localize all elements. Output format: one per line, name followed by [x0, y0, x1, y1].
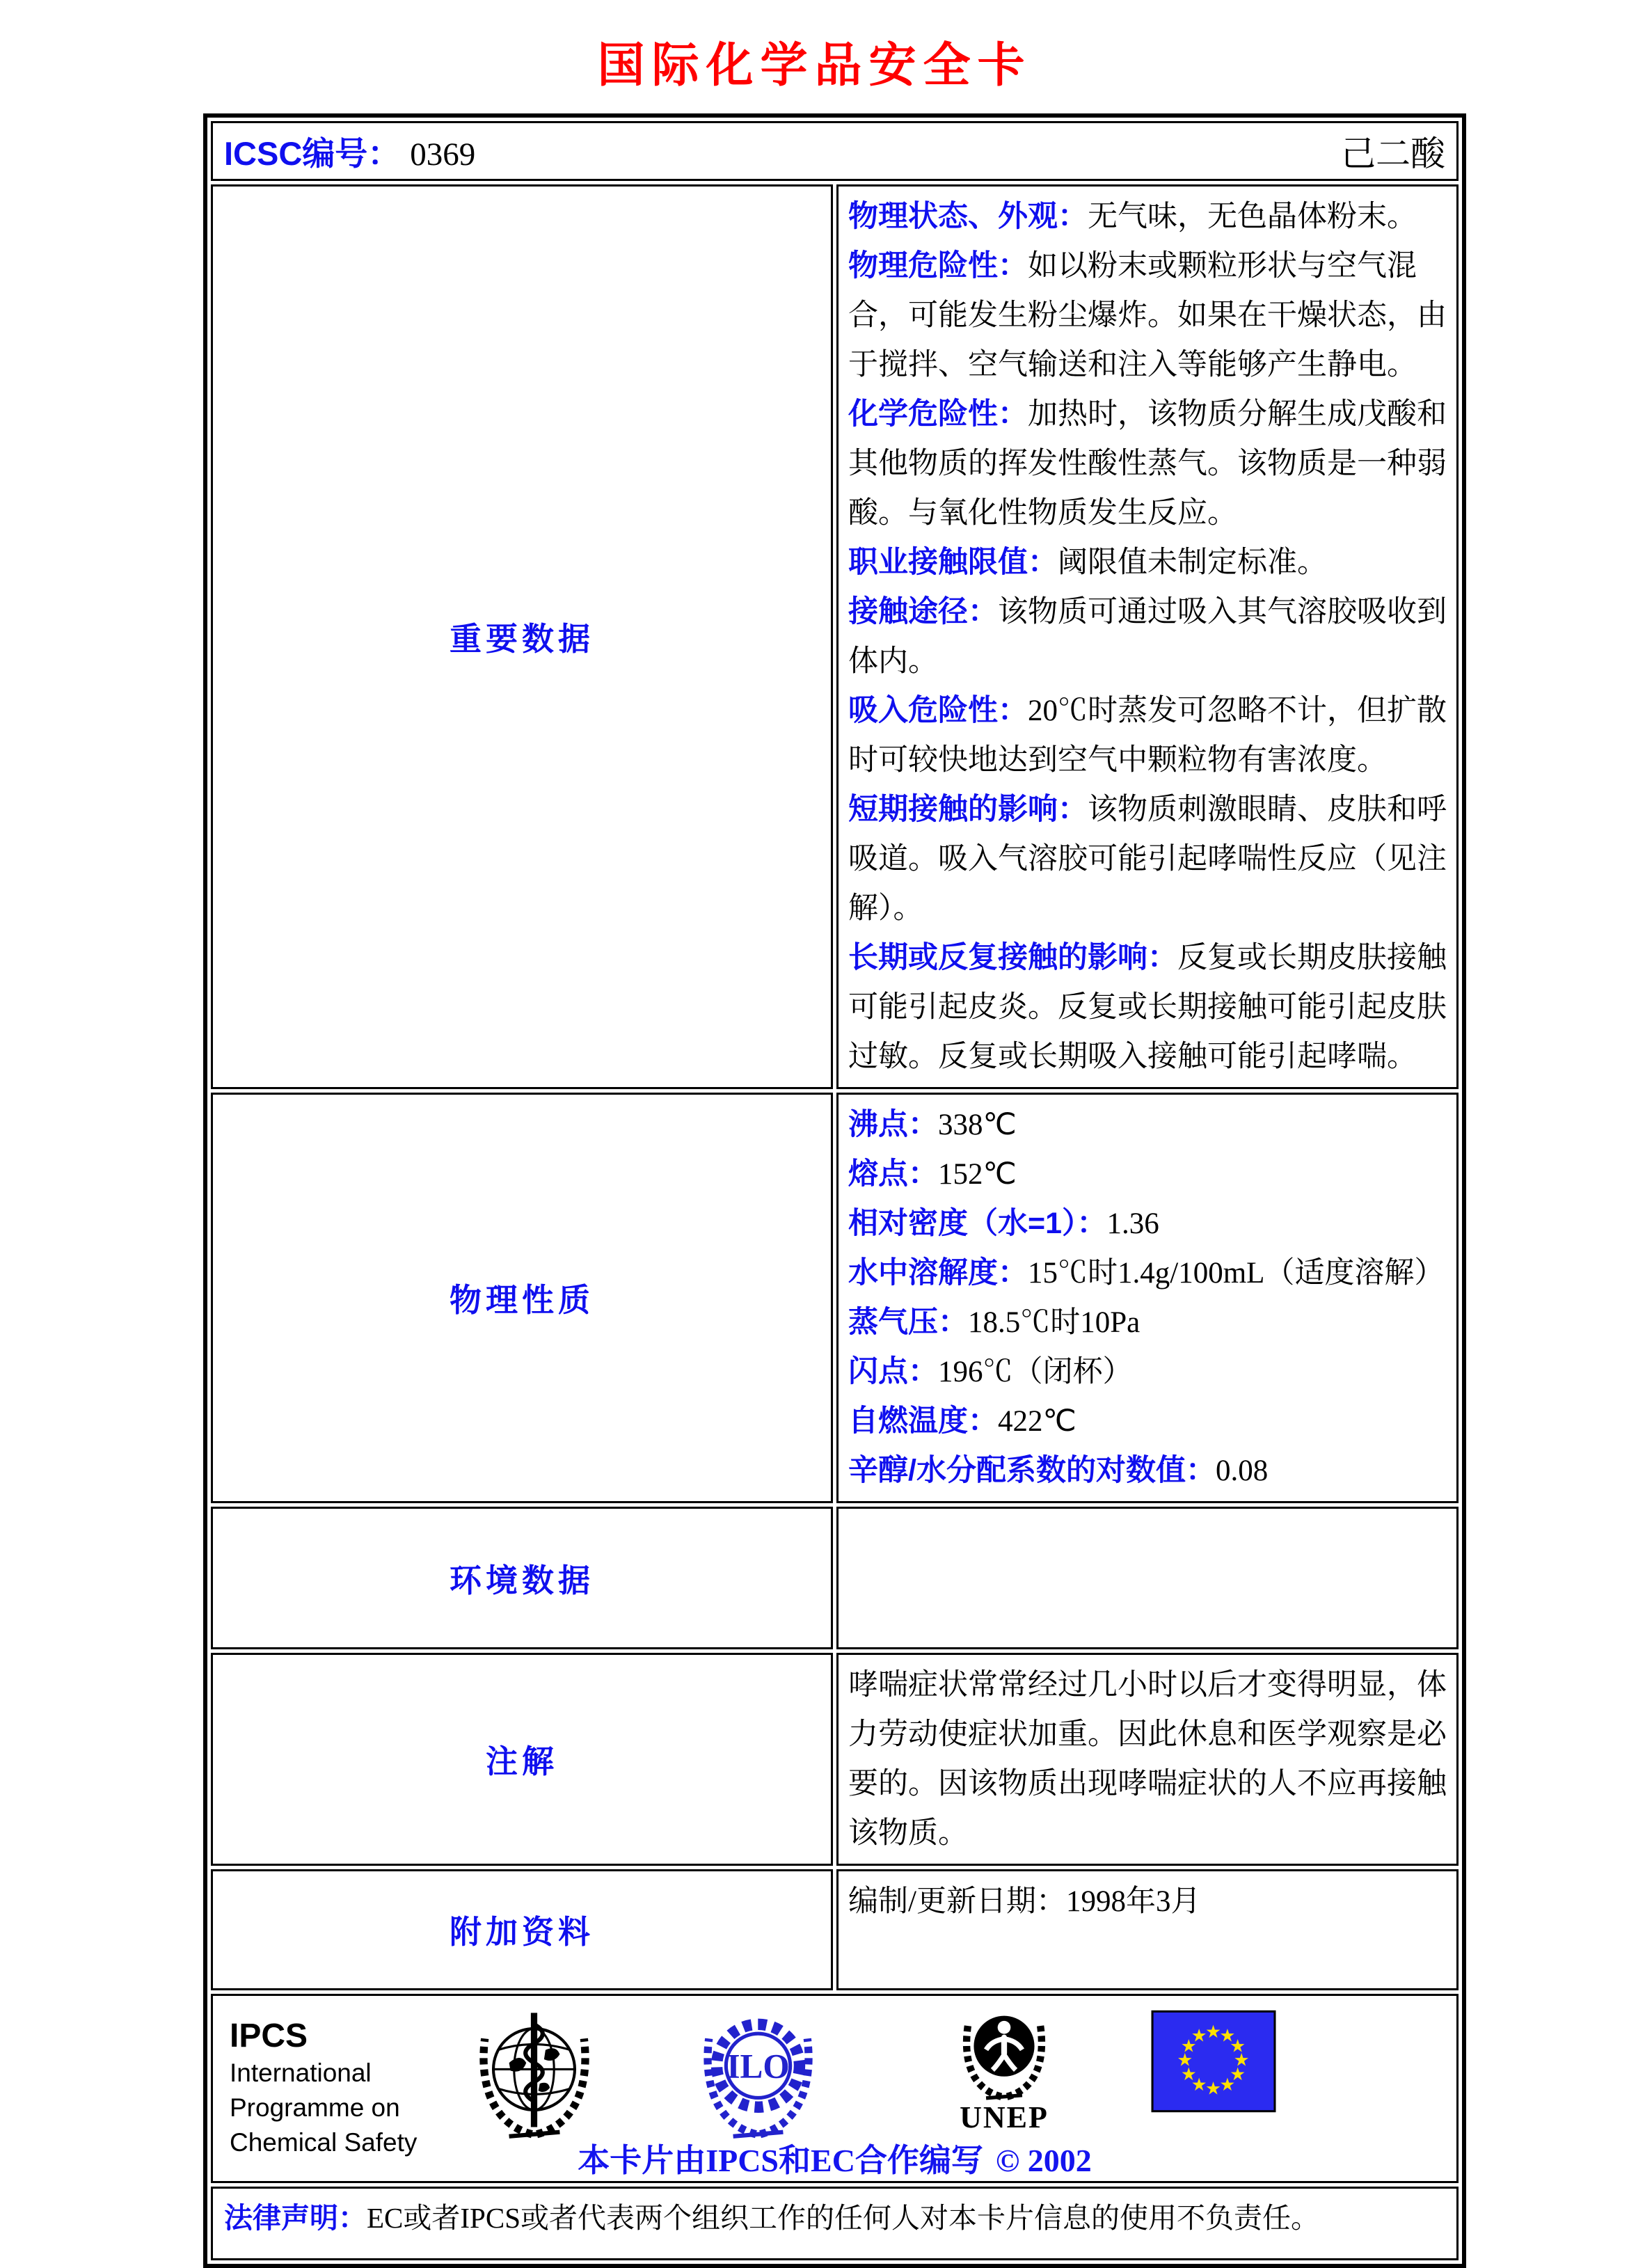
physical-properties-content [836, 1093, 1459, 1503]
unep-logo-icon [952, 2003, 1056, 2100]
important-data-content [836, 184, 1459, 1089]
item-value: 无气味，无色晶体粉末。 [1088, 200, 1417, 233]
item-value: 20℃时蒸发可忽略不计，但扩散时可较快地达到空气中颗粒物有害浓度。 [848, 695, 1447, 777]
footer-copyright: © 2002 [995, 2143, 1092, 2178]
kv-item [848, 192, 1447, 241]
item-value: 15℃时1.4g/100mL（适度溶解） [1028, 1257, 1445, 1290]
item-key: 自燃温度： [848, 1404, 998, 1438]
notes-row [211, 1653, 1459, 1866]
kv-item [848, 587, 1447, 686]
logos-row [211, 1994, 1459, 2183]
kv-item [848, 1100, 1447, 1150]
kv-item [848, 1199, 1447, 1248]
item-value: 该物质可通过吸入其气溶胶吸收到体内。 [848, 596, 1447, 678]
physical-properties-label: 物理性质 [211, 1093, 833, 1503]
additional-info-content: 编制/更新日期：1998年3月 [836, 1869, 1459, 1990]
item-key: 相对密度（水=1）： [848, 1207, 1107, 1240]
kv-item [848, 241, 1447, 390]
icsc-number-cell [211, 121, 1459, 181]
item-key: 沸点： [848, 1108, 938, 1141]
item-value: 152℃ [938, 1158, 1017, 1191]
chemical-name: 己二酸 [1341, 134, 1445, 173]
eu-star: ★ [1219, 2073, 1236, 2095]
icsc-number-group [224, 128, 475, 175]
eu-star: ★ [1191, 2024, 1207, 2046]
kv-item [848, 1347, 1447, 1397]
disclaimer-row [211, 2187, 1459, 2260]
unep-letters: UNEP [960, 2100, 1049, 2134]
notes-content: 哮喘症状常常经过几小时以后才变得明显，体力劳动使症状加重。因此休息和医学观察是必要的。因该物质出现哮喘症状的人不应再接触该物质。 [836, 1653, 1459, 1866]
item-key: 辛醇/水分配系数的对数值： [848, 1454, 1216, 1487]
item-key: 物理状态、外观： [848, 200, 1088, 233]
kv-item [848, 1248, 1447, 1298]
item-key: 短期接触的影响： [848, 793, 1088, 826]
ipcs-line: Programme on [230, 2093, 400, 2122]
item-value: 加热时，该物质分解生成戊酸和其他物质的挥发性酸性蒸气。该物质是一种弱酸。与氧化性物质发生反应。 [848, 398, 1447, 530]
ilo-letters: ILO [726, 2047, 790, 2086]
additional-info-label: 附加资料 [211, 1869, 833, 1990]
item-key: 接触途径： [848, 595, 998, 628]
item-value: 196℃（闭杯） [938, 1356, 1133, 1388]
item-key: 物理危险性： [848, 249, 1028, 283]
disclaimer-label: 法律声明： [224, 2202, 367, 2234]
unep-logo-block [945, 2003, 1063, 2135]
eu-star: ★ [1191, 2073, 1207, 2095]
disclaimer-cell [211, 2187, 1459, 2260]
ipcs-line: International [230, 2059, 372, 2087]
environmental-data-content [836, 1507, 1459, 1649]
eu-star: ★ [1219, 2024, 1236, 2046]
kv-item [848, 1298, 1447, 1347]
icsc-card-table [203, 113, 1466, 2268]
kv-item [848, 1446, 1447, 1496]
environmental-data-row [211, 1507, 1459, 1649]
kv-item [848, 686, 1447, 785]
ilo-logo-icon [697, 2001, 819, 2141]
item-value: 1.36 [1106, 1207, 1159, 1240]
eu-star: ★ [1233, 2049, 1250, 2070]
item-key: 化学危险性： [848, 397, 1028, 431]
logos-caption [213, 2135, 1456, 2181]
item-value: 该物质刺激眼睛、皮肤和呼吸道。吸入气溶胶可能引起哮喘性反应（见注解）。 [848, 793, 1447, 925]
item-key: 长期或反复接触的影响： [848, 941, 1177, 974]
kv-item [848, 1150, 1447, 1199]
environmental-data-label: 环境数据 [211, 1507, 833, 1649]
eu-star: ★ [1205, 2077, 1221, 2099]
kv-item [848, 538, 1447, 587]
item-key: 水中溶解度： [848, 1256, 1028, 1290]
item-key: 蒸气压： [848, 1306, 968, 1339]
icsc-number-value: 0369 [410, 136, 476, 173]
item-key: 闪点： [848, 1355, 938, 1388]
notes-label: 注解 [211, 1653, 833, 1866]
kv-item [848, 933, 1447, 1081]
item-value: 阈限值未制定标准。 [1058, 546, 1327, 579]
eu-star: ★ [1177, 2049, 1193, 2070]
physical-properties-row [211, 1093, 1459, 1503]
ipcs-acronym: IPCS [230, 2017, 308, 2054]
item-value: 422℃ [998, 1405, 1076, 1438]
item-key: 职业接触限值： [848, 546, 1058, 579]
disclaimer-text: EC或者IPCS或者代表两个组织工作的任何人对本卡片信息的使用不负责任。 [367, 2202, 1319, 2234]
eu-star: ★ [1180, 2035, 1197, 2056]
logos-cell [211, 1994, 1459, 2183]
item-key: 熔点： [848, 1157, 938, 1191]
additional-info-row [211, 1869, 1459, 1990]
item-value: 如以粉末或颗粒形状与空气混合，可能发生粉尘爆炸。如果在干燥状态，由于搅拌、空气输送和注入等能够产生静电。 [848, 250, 1447, 381]
eu-star: ★ [1230, 2063, 1246, 2084]
kv-item [848, 390, 1447, 538]
kv-item [848, 785, 1447, 933]
eu-star: ★ [1205, 2020, 1221, 2042]
important-data-label: 重要数据 [211, 184, 833, 1089]
icsc-number-row [211, 121, 1459, 181]
who-logo-icon [472, 2001, 597, 2141]
eu-star: ★ [1230, 2035, 1246, 2056]
item-value: 338℃ [938, 1109, 1017, 1141]
item-value: 0.08 [1215, 1454, 1269, 1487]
item-value: 18.5℃时10Pa [968, 1306, 1141, 1339]
eu-flag-icon [1151, 2010, 1276, 2113]
item-value: 反复或长期皮肤接触可能引起皮炎。反复或长期接触可能引起皮肤过敏。反复或长期吸入接触可能引起哮喘。 [848, 942, 1447, 1073]
kv-item [848, 1397, 1447, 1446]
page-title: 国际化学品安全卡 [597, 38, 1032, 93]
footer-caption: 本卡片由IPCS和EC合作编写 [578, 2143, 983, 2178]
eu-star: ★ [1180, 2063, 1197, 2084]
important-data-row [211, 184, 1459, 1089]
item-key: 吸入危险性： [848, 694, 1028, 727]
ipcs-line: Chemical Safety [230, 2128, 418, 2157]
icsc-number-label: ICSC编号： [224, 134, 401, 172]
